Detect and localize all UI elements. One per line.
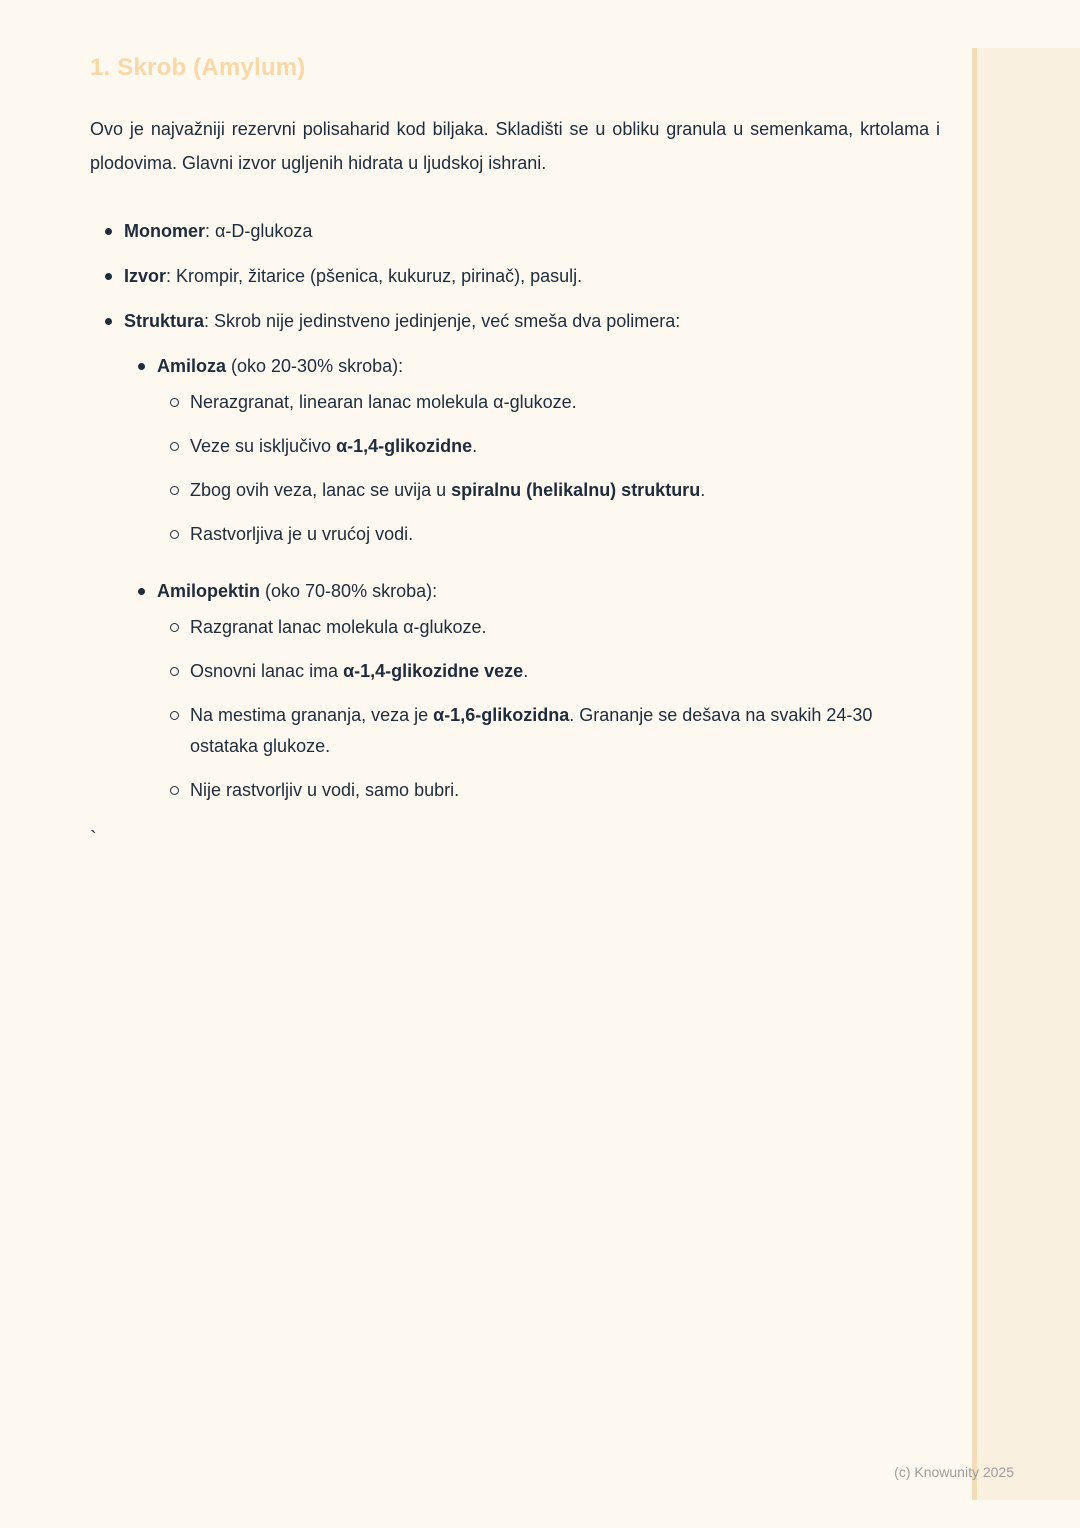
- list-item: [90, 612, 940, 643]
- bullet-circle-icon: [170, 667, 179, 676]
- list-item-text: Osnovni lanac ima α-1,4-glikozidne veze.: [190, 661, 529, 681]
- bullet-disc-icon: [105, 228, 112, 235]
- list-item: [90, 261, 940, 292]
- list-item-text: Zbog ovih veza, lanac se uvija u spiralnu (helikalnu) strukturu.: [190, 480, 706, 500]
- bullet-disc-icon: [138, 363, 145, 370]
- page-divider-line: [972, 48, 977, 1500]
- list-item: [90, 656, 940, 687]
- list-item-text: Nije rastvorljiv u vodi, samo bubri.: [190, 780, 460, 800]
- bullet-disc-icon: [105, 318, 112, 325]
- bullet-circle-icon: [170, 623, 179, 632]
- section-heading: 1. Skrob (Amylum): [90, 54, 306, 81]
- list-item: [90, 475, 940, 506]
- stray-backtick: `: [90, 828, 97, 850]
- bullet-circle-icon: [170, 398, 179, 407]
- list-item-text: Rastvorljiva je u vrućoj vodi.: [190, 524, 414, 544]
- bullet-circle-icon: [170, 486, 179, 495]
- page-right-margin-band: [977, 48, 1080, 1500]
- intro-paragraph: Ovo je najvažniji rezervni polisaharid kod biljaka. Skladišti se u obliku granula u semenkama, krtolama i plodovima. Glavni izvor ugljenih hidrata u ljudskoj ishrani.: [90, 119, 940, 173]
- list-item-text: Monomer: α-D-glukoza: [124, 221, 313, 241]
- list-item: [90, 576, 940, 607]
- list-item-text: Na mestima grananja, veza je α-1,6-glikozidna. Grananje se dešava na svakih 24-30 ostataka glukoze.: [190, 705, 873, 756]
- bullet-circle-icon: [170, 711, 179, 720]
- list-item: [90, 431, 940, 462]
- list-item-text: Amilopektin (oko 70-80% skroba):: [157, 581, 438, 601]
- list-item-text: Struktura: Skrob nije jedinstveno jedinjenje, već smeša dva polimera:: [124, 311, 681, 331]
- list-item: [90, 519, 940, 550]
- copyright-footer: (c) Knowunity 2025: [894, 1464, 1014, 1480]
- list-item-text: Nerazgranat, linearan lanac molekula α-glukoze.: [190, 392, 577, 412]
- list-item-text: Amiloza (oko 20-30% skroba):: [157, 356, 404, 376]
- bullet-circle-icon: [170, 786, 179, 795]
- note-content: [90, 54, 940, 851]
- list-item-text: Izvor: Krompir, žitarice (pšenica, kukuruz, pirinač), pasulj.: [124, 266, 583, 286]
- list-item: [90, 775, 940, 806]
- content-list: [90, 216, 940, 806]
- list-item: [90, 351, 940, 382]
- bullet-disc-icon: [138, 588, 145, 595]
- list-item: [90, 216, 940, 247]
- list-item: [90, 700, 940, 762]
- bullet-disc-icon: [105, 273, 112, 280]
- list-item-text: Razgranat lanac molekula α-glukoze.: [190, 617, 487, 637]
- bullet-circle-icon: [170, 442, 179, 451]
- list-item: [90, 306, 940, 337]
- list-item: [90, 387, 940, 418]
- bullet-circle-icon: [170, 530, 179, 539]
- list-item-text: Veze su isključivo α-1,4-glikozidne.: [190, 436, 478, 456]
